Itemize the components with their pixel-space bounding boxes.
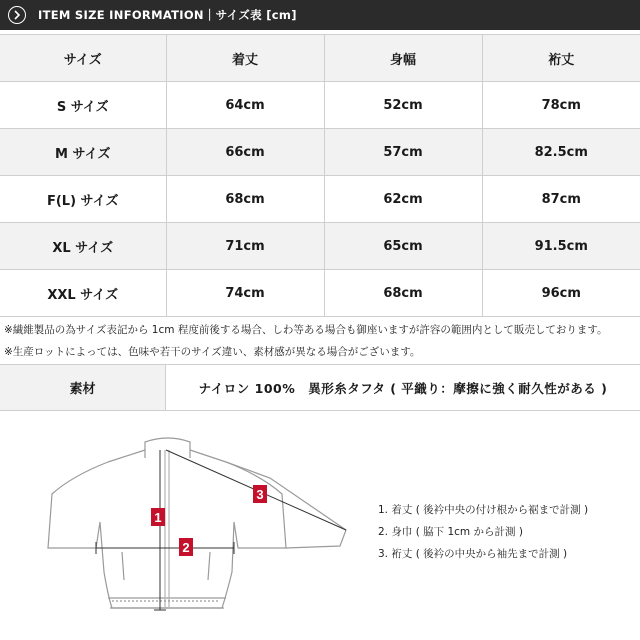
material-value: ナイロン 100% 異形糸タフタ ( 平織り：摩擦に強く耐久性がある ): [198, 380, 608, 396]
marker-2: [179, 538, 193, 556]
section-header: [0, 0, 640, 30]
legend-item: 1. 着丈 ( 後衿中央の付け根から裾まで計測 ): [378, 504, 589, 516]
table-row: [0, 129, 640, 176]
sleeve-cell: 87cm: [482, 176, 640, 223]
svg-text:3: 3: [256, 487, 264, 502]
width-cell: 62cm: [324, 176, 482, 223]
size-label-cell: XXL サイズ: [0, 270, 166, 317]
width-cell: 65cm: [324, 223, 482, 270]
sleeve-cell: 91.5cm: [482, 223, 640, 270]
column-header: 身幅: [324, 35, 482, 82]
length-cell: 74cm: [166, 270, 324, 317]
column-header: 裄丈: [482, 35, 640, 82]
marker-3: [253, 485, 267, 503]
length-cell: 71cm: [166, 223, 324, 270]
sleeve-cell: 78cm: [482, 82, 640, 129]
width-cell: 52cm: [324, 82, 482, 129]
note-line: ※繊維製品の為サイズ表記から 1cm 程度前後する場合、しわ等ある場合も御座いますが許容の範囲内として販売しております。: [4, 324, 608, 336]
size-label-cell: M サイズ: [0, 129, 166, 176]
table-row: [0, 223, 640, 270]
measure-lines: [96, 450, 346, 610]
table-row: [0, 270, 640, 317]
table-row: [0, 176, 640, 223]
section-title: ITEM SIZE INFORMATION｜サイズ表 [cm]: [38, 8, 297, 22]
size-label-cell: XL サイズ: [0, 223, 166, 270]
sleeve-cell: 96cm: [482, 270, 640, 317]
marker-1: [151, 508, 165, 526]
notes: [4, 319, 640, 363]
size-table: [0, 34, 640, 317]
measurement-legend: [378, 499, 588, 565]
size-label-cell: S サイズ: [0, 82, 166, 129]
width-cell: 68cm: [324, 270, 482, 317]
length-cell: 64cm: [166, 82, 324, 129]
table-row: [0, 82, 640, 129]
column-header: 着丈: [166, 35, 324, 82]
sleeve-cell: 82.5cm: [482, 129, 640, 176]
note-line: ※生産ロットによっては、色味や若干のサイズ違い、素材感が異なる場合がございます。: [4, 346, 421, 358]
length-cell: 66cm: [166, 129, 324, 176]
chevron-right-icon: [8, 6, 26, 24]
svg-text:1: 1: [154, 510, 162, 525]
width-cell: 57cm: [324, 129, 482, 176]
material-label: 素材: [0, 365, 166, 410]
material-row: [0, 364, 640, 411]
column-header: サイズ: [0, 35, 166, 82]
length-cell: 68cm: [166, 176, 324, 223]
legend-item: 2. 身巾 ( 脇下 1cm から計測 ): [378, 526, 523, 538]
svg-text:2: 2: [182, 540, 190, 555]
size-label-cell: F(L) サイズ: [0, 176, 166, 223]
table-header-row: [0, 35, 640, 82]
legend-item: 3. 裄丈 ( 後衿の中央から袖先まで計測 ): [378, 548, 568, 560]
